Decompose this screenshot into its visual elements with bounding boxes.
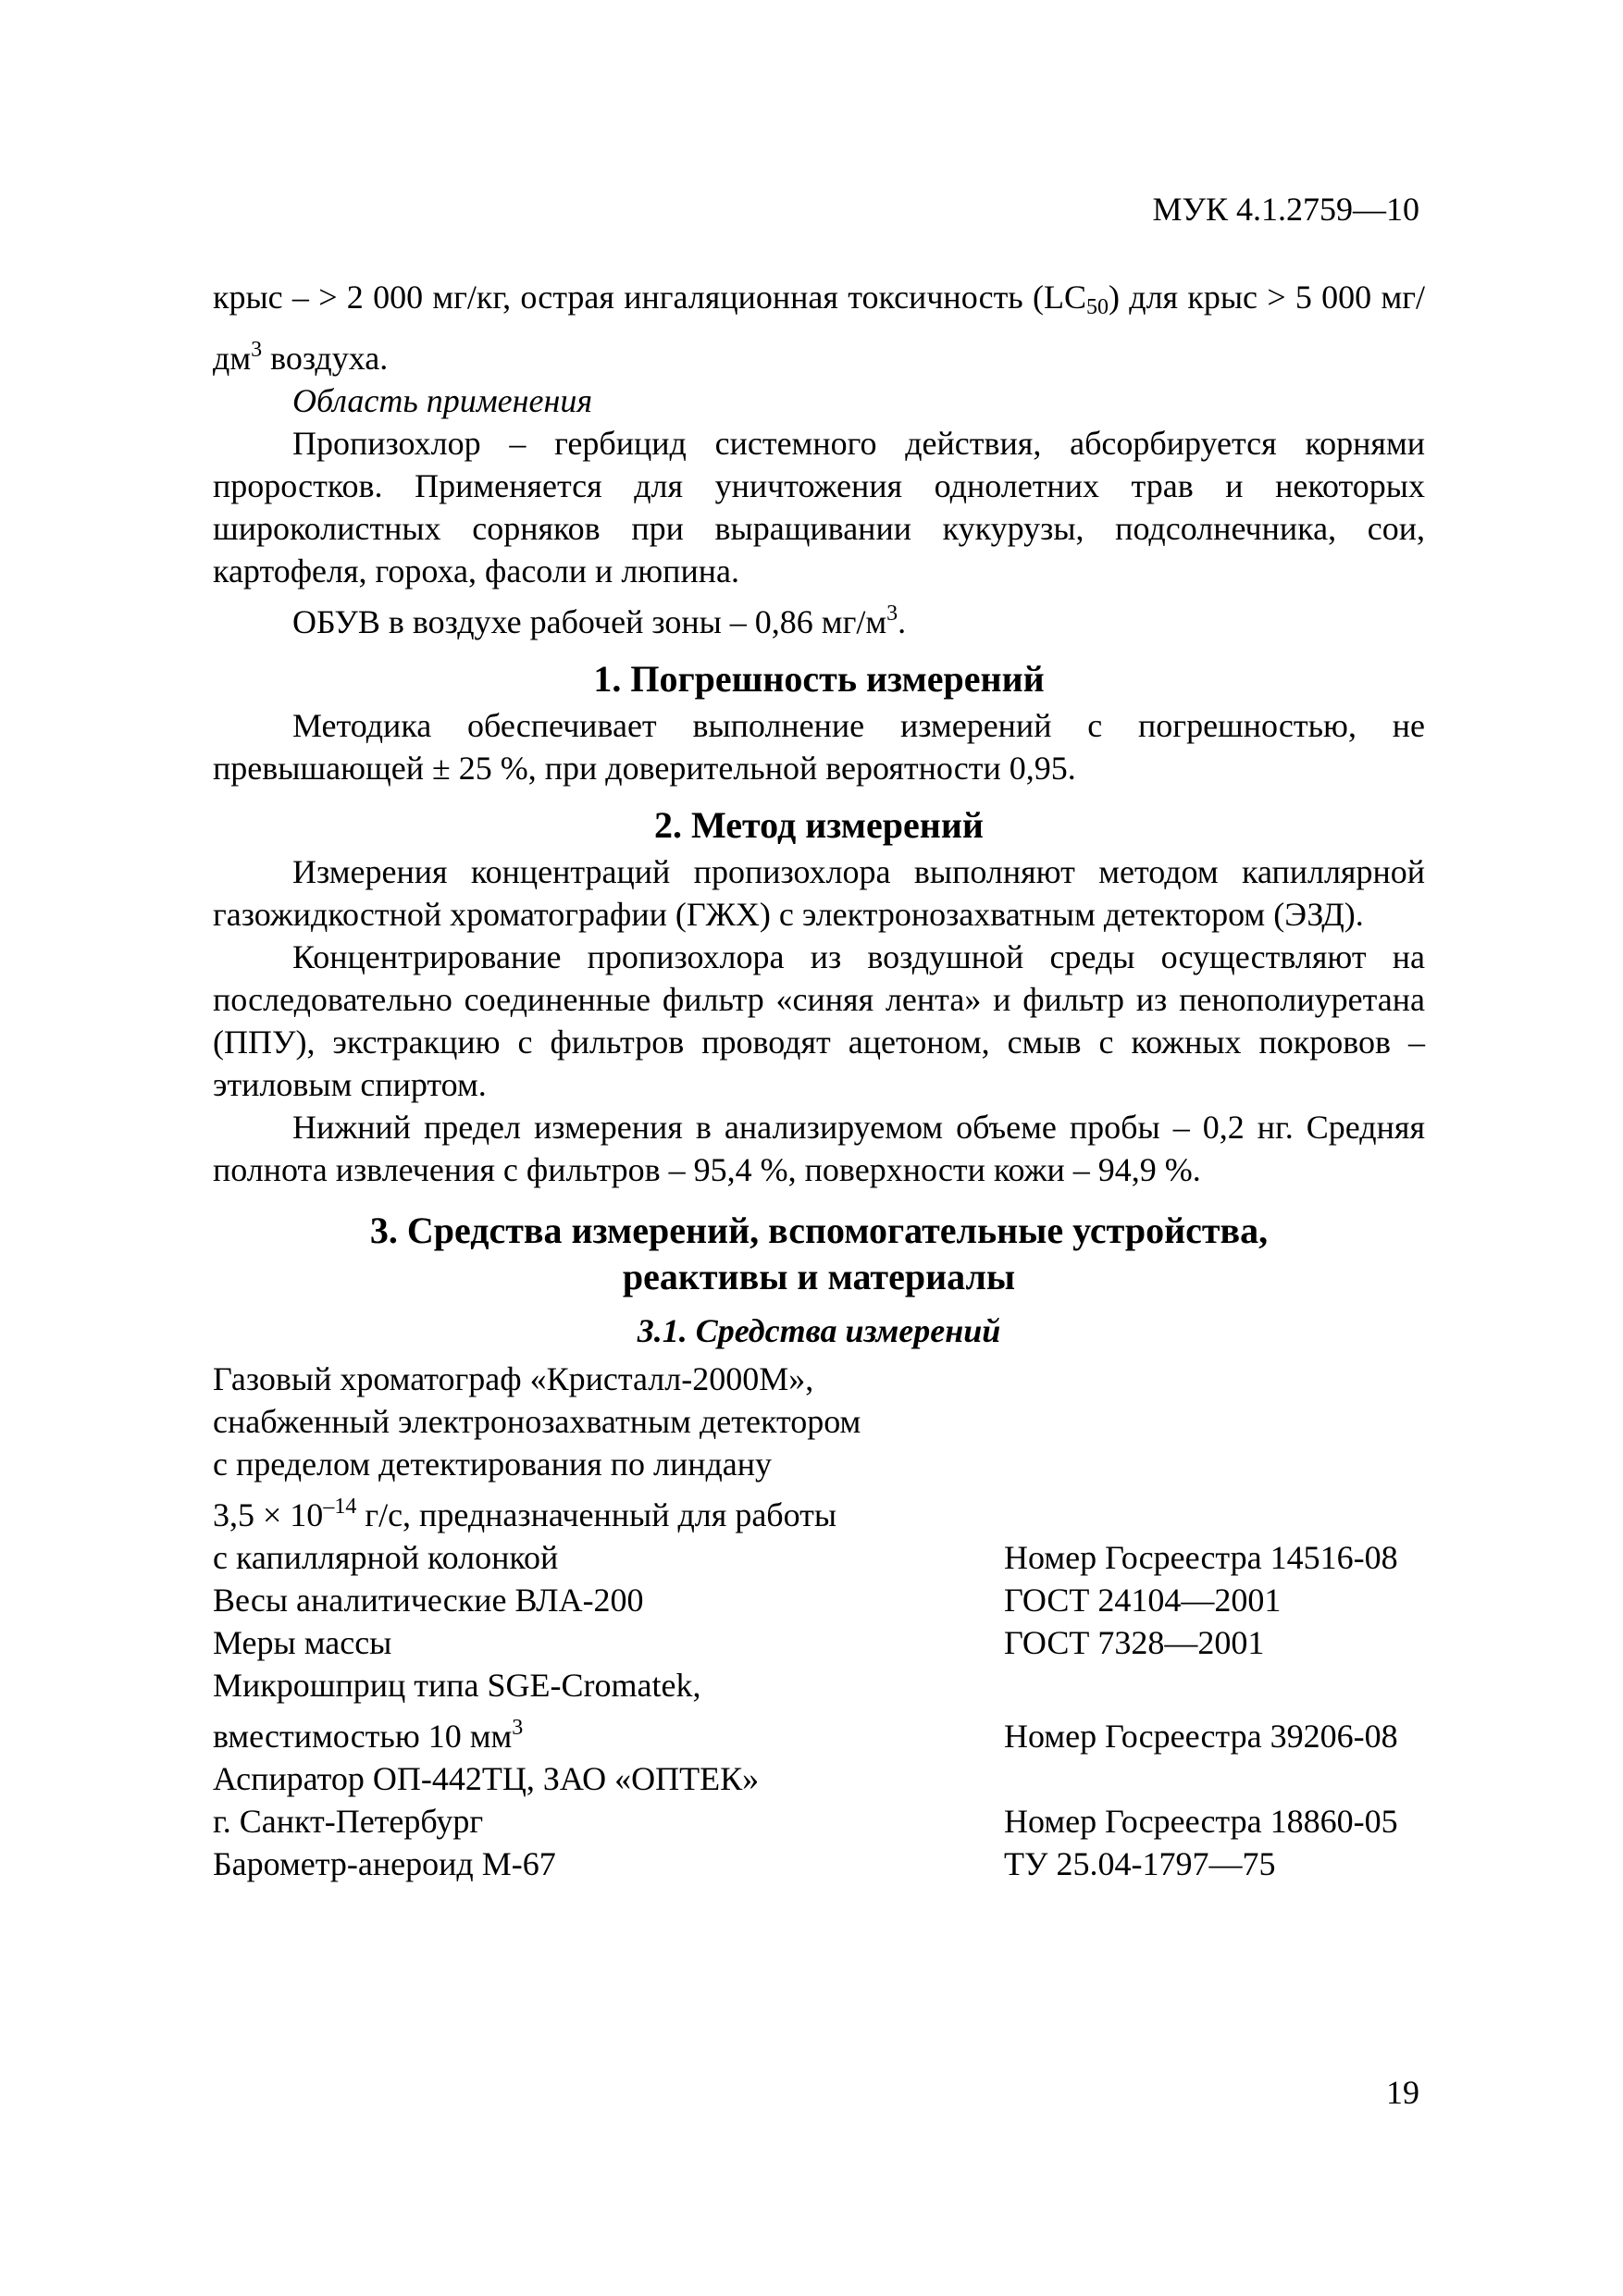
equipment-name: Меры массы (213, 1624, 392, 1661)
equipment-list (213, 1358, 1425, 1885)
equipment-reference: ГОСТ 7328—2001 (1004, 1624, 1265, 1661)
equipment-reference: Номер Госреестра 39206-08 (1004, 1718, 1398, 1755)
equipment-reference: Номер Госреестра 18860-05 (1004, 1803, 1398, 1840)
toxicity-text-c: воздуха. (262, 340, 389, 377)
equipment-reference: Номер Госреестра 14516-08 (1004, 1539, 1398, 1576)
sensitivity-text-b: г/с, предназначенный для работы (356, 1496, 837, 1533)
section2-paragraph-2: Концентрирование пропизохлора из воздушной среды осуществляют на последовательно соединенные фильтр «синяя лента» и фильтр из пенополиуретана (ППУ), экстракцию с фильтров проводят ацетоном, смыв с кожных покровов – этиловым спиртом. (213, 938, 1425, 1103)
section3-heading (213, 1208, 1425, 1300)
dm-cube-superscript: 3 (251, 338, 263, 362)
equipment-row-chromatograph (213, 1358, 1425, 1579)
equipment-line: с пределом детектирования по линдану (213, 1446, 773, 1483)
lc-subscript: 50 (1086, 295, 1109, 319)
equipment-row-scales (213, 1579, 1425, 1621)
equipment-line (213, 1706, 1004, 1757)
equipment-line: снабженный электронозахватным детектором (213, 1403, 861, 1440)
equipment-line: г. Санкт-Петербург (213, 1803, 484, 1840)
document-code-header: МУК 4.1.2759—10 (1152, 191, 1419, 228)
section2-heading: 2. Метод измерений (654, 804, 984, 846)
obuv-paragraph (213, 592, 1425, 643)
scope-title: Область применения (292, 382, 593, 419)
equipment-line (213, 1485, 1004, 1536)
equipment-reference: ТУ 25.04-1797—75 (1004, 1845, 1276, 1882)
equipment-row-aspirator (213, 1757, 1425, 1843)
toxicity-text-a: крыс – > 2 000 мг/кг, острая ингаляционная токсичность (LC (213, 279, 1086, 316)
section2-paragraph-1: Измерения концентраций пропизохлора выполняют методом капиллярной газожидкостной хроматографии (ГЖХ) с электронозахватным детектором (ЭЗД). (213, 853, 1425, 933)
equipment-name (213, 1757, 1004, 1843)
equipment-line: Газовый хроматограф «Кристалл-2000М», (213, 1360, 814, 1397)
section1-paragraph: Методика обеспечивает выполнение измерений с погрешностью, не превышающей ± 25 %, при доверительной вероятности 0,95. (213, 707, 1425, 787)
equipment-row-mass-measures (213, 1621, 1425, 1664)
equipment-line: Микрошприц типа SGE-Cromatek, (213, 1667, 701, 1704)
section3-heading-line1: 3. Средства измерений, вспомогательные устройства, (369, 1210, 1269, 1251)
equipment-line: с капиллярной колонкой (213, 1539, 559, 1576)
volume-text: вместимостью 10 мм (213, 1718, 513, 1755)
equipment-row-microsyringe (213, 1664, 1425, 1757)
volume-superscript: 3 (512, 1716, 524, 1740)
sensitivity-text-a: 3,5 × 10 (213, 1496, 324, 1533)
document-body (213, 276, 1425, 1885)
equipment-line: Аспиратор ОП-442ТЦ, ЗАО «ОПТЕК» (213, 1760, 760, 1797)
equipment-name (213, 1664, 1004, 1757)
toxicity-paragraph (213, 276, 1425, 379)
obuv-text-a: ОБУВ в воздухе рабочей зоны – 0,86 мг/м (292, 603, 887, 640)
page-number: 19 (1386, 2074, 1419, 2111)
equipment-name: Барометр-анероид М-67 (213, 1845, 556, 1882)
subsection-3-1-heading: 3.1. Средства измерений (637, 1312, 1001, 1349)
obuv-text-b: . (898, 603, 907, 640)
toxicity-text-b: ) для крыс > 5 000 мг/дм (213, 279, 1426, 377)
section1-heading: 1. Погрешность измерений (593, 658, 1045, 700)
equipment-name (213, 1358, 1004, 1579)
scope-paragraph: Пропизохлор – гербицид системного действия, абсорбируется корнями проростков. Применяется для уничтожения однолетних трав и некоторых широколистных сорняков при выращивании кукурузы, подсолнечника, сои, картофеля, гороха, фасоли и люпина. (213, 425, 1425, 590)
equipment-row-barometer (213, 1843, 1425, 1885)
section2-paragraph-3: Нижний предел измерения в анализируемом объеме пробы – 0,2 нг. Средняя полнота извлечения с фильтров – 95,4 %, поверхности кожи – 94,9 %. (213, 1109, 1425, 1188)
equipment-name: Весы аналитические ВЛА-200 (213, 1582, 644, 1619)
equipment-reference: ГОСТ 24104—2001 (1004, 1582, 1282, 1619)
obuv-superscript: 3 (886, 602, 898, 626)
sensitivity-exponent: –14 (323, 1495, 357, 1519)
section3-heading-line2: реактивы и материалы (622, 1256, 1016, 1297)
